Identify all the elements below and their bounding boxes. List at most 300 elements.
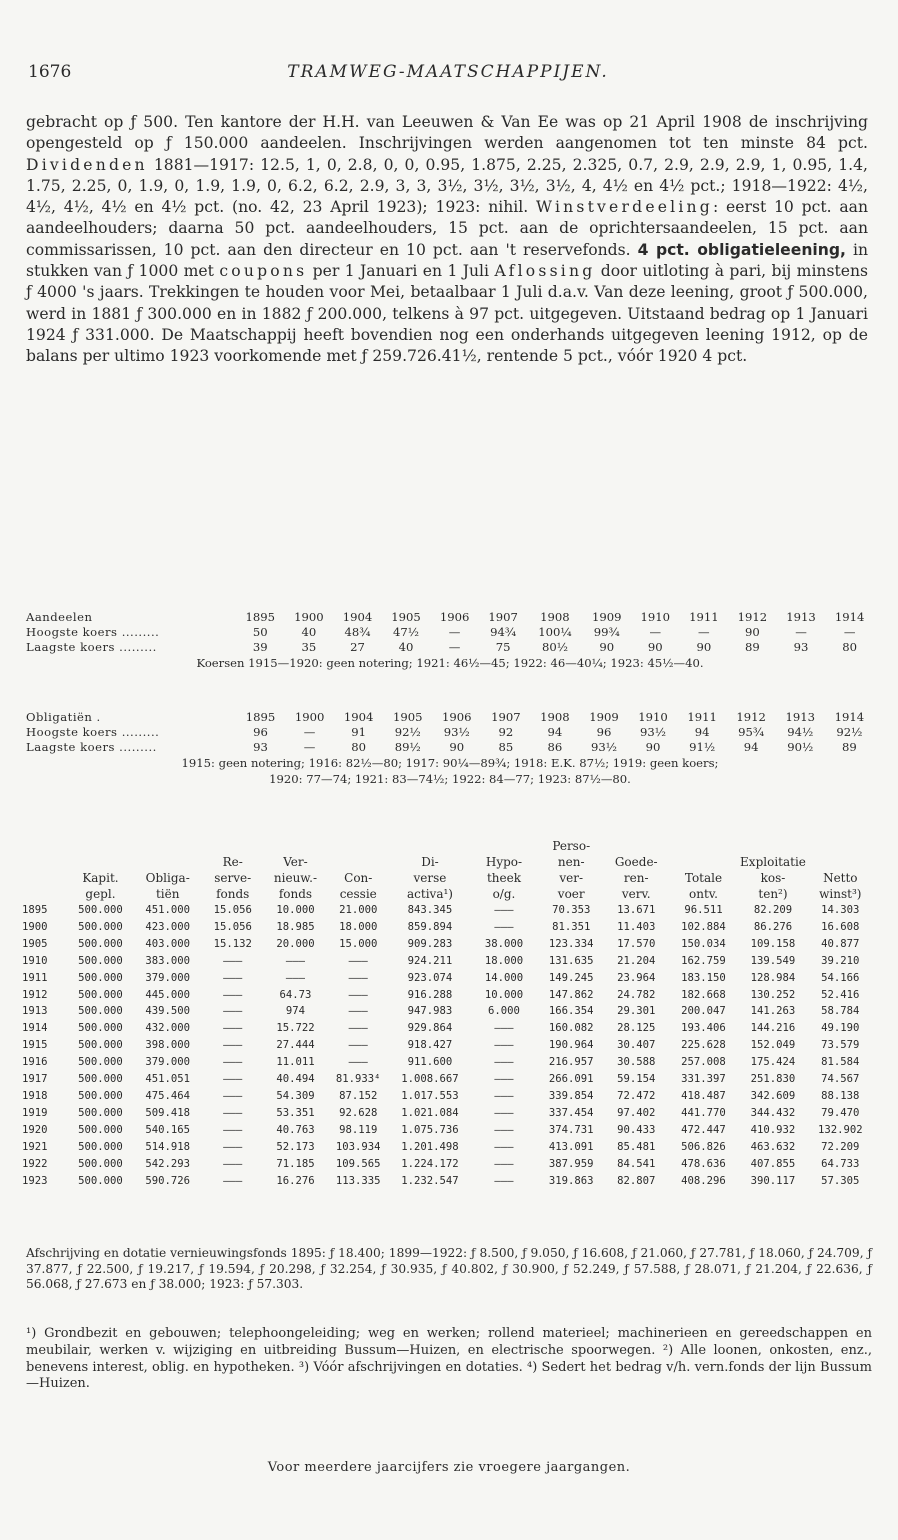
column-header-top: Ver- — [283, 855, 308, 869]
column-header-top: Perso- nen- — [552, 839, 591, 869]
table-cell: 183.150 — [681, 971, 726, 984]
obligatien-label: Obligatiën . — [26, 710, 101, 724]
koers-cell: — — [303, 740, 316, 754]
koers-cell: 96 — [596, 725, 612, 739]
table-cell: 152.049 — [750, 1039, 796, 1052]
table-cell: 40.763 — [276, 1123, 315, 1136]
row-year: 1905 — [22, 937, 48, 950]
table-cell: 398.000 — [145, 1039, 191, 1052]
table-cell: 500.000 — [78, 988, 123, 1001]
koers-cell: 94¾ — [490, 625, 517, 639]
table-cell: 98.119 — [339, 1123, 378, 1136]
table-cell: 423.000 — [145, 920, 191, 933]
table-cell: ——— — [223, 1089, 243, 1102]
year-cell: 1908 — [540, 610, 570, 624]
table-cell: 166.354 — [548, 1005, 594, 1018]
column-header-top — [668, 838, 740, 870]
koers-cell: 100¼ — [538, 625, 572, 639]
table-cell: 947.983 — [407, 1005, 453, 1018]
table-row — [22, 902, 874, 919]
koers-cell: 94½ — [787, 725, 814, 739]
koers-cell: — — [303, 725, 316, 739]
table-cell: 70.353 — [552, 904, 591, 916]
row-year: 1923 — [22, 1174, 48, 1187]
body-text-4: in stukken van ƒ 1000 met — [26, 240, 869, 281]
year-cell: 1913 — [785, 710, 815, 724]
table-cell: ——— — [494, 1089, 514, 1102]
table-cell: 407.855 — [750, 1157, 796, 1170]
year-cell: 1905 — [391, 610, 421, 624]
table-cell: 90.433 — [617, 1123, 656, 1136]
table-cell: 14.303 — [821, 904, 860, 916]
table-cell: 23.964 — [617, 971, 656, 984]
row-year: 1918 — [22, 1089, 48, 1102]
year-cell: 1911 — [689, 610, 719, 624]
table-cell: 13.671 — [617, 904, 656, 916]
table-cell: 500.000 — [78, 937, 123, 950]
table-cell: 10.000 — [484, 988, 524, 1001]
table-cell: 500.000 — [78, 1106, 123, 1119]
table-cell: 85.481 — [617, 1140, 656, 1153]
table-cell: 40.494 — [276, 1073, 315, 1086]
year-cell: 1905 — [392, 710, 423, 724]
table-cell: 500.000 — [78, 1089, 123, 1102]
column-header: verse activa¹) — [407, 871, 453, 901]
table-cell: 540.165 — [145, 1123, 191, 1136]
table-cell: 843.345 — [407, 904, 453, 916]
column-header-top — [67, 838, 134, 870]
table-cell: 500.000 — [78, 904, 123, 916]
body-text-2: 1881—1917: 12.5, 1, 0, 2.8, 0, 0, 0.95, 1.875, 2.25, 2.325, 0.7, 2.9, 2.9, 2.9, 1, 0.95, 1.4, 1.75, 2.25, 0, 1.9, 0, 1.9, 1.9, 0, 6.2, 6.2, 2.9, 3, 3, 3½, 3½, 3½, 3½, 4, 4½ en 4½ pct.; 1918—1922: 4½, 4½, 4½, 4½ en 4½ pct. (no. 42, 23 April 1923); 1923: nihil. — [26, 155, 868, 217]
table-cell: 175.424 — [750, 1056, 796, 1069]
table-cell: 500.000 — [78, 1005, 123, 1018]
row-year: 1913 — [22, 1005, 48, 1018]
table-cell: 71.185 — [276, 1157, 315, 1170]
row-year: 1914 — [22, 1022, 48, 1035]
table-cell: 1.017.553 — [401, 1089, 459, 1102]
table-cell: 408.296 — [681, 1174, 726, 1187]
koers-cell: — — [795, 625, 807, 639]
table-cell: 331.397 — [681, 1073, 726, 1086]
koers-cell: 48¾ — [344, 625, 371, 639]
koers-cell: 90½ — [787, 740, 814, 754]
table-cell: ——— — [494, 1039, 514, 1052]
table-cell: ——— — [223, 1174, 243, 1187]
table-cell: 929.864 — [407, 1022, 453, 1035]
page-title: TRAMWEG-MAATSCHAPPIJEN. — [287, 62, 609, 82]
table-cell: 15.722 — [276, 1022, 315, 1035]
table-cell: 441.770 — [681, 1106, 726, 1119]
table-cell: 374.731 — [548, 1123, 594, 1136]
koers-cell: 90 — [599, 640, 615, 654]
koers-cell: 90 — [745, 625, 760, 639]
table-cell: 18.985 — [276, 920, 315, 933]
table-cell: 15.056 — [213, 904, 252, 916]
koers-cell: 89½ — [394, 740, 421, 754]
table-cell: 72.209 — [821, 1140, 860, 1153]
koers-cell: 96 — [253, 725, 268, 739]
table-cell: 144.216 — [750, 1022, 796, 1035]
table-row — [22, 1020, 874, 1037]
table-cell: ——— — [348, 1056, 368, 1069]
koers-cell: 94 — [743, 740, 759, 754]
body-text-1: gebracht op ƒ 500. Ten kantore der H.H. van Leeuwen & Van Ee was op 21 April 1908 de inschrijving opengesteld op ƒ 150.000 aandeelen. Inschrijvingen werden aangenomen tot ten minste 84 pct. — [26, 113, 868, 153]
column-header-top: Goede- — [614, 855, 658, 869]
table-cell: 500.000 — [78, 1174, 123, 1187]
table-cell: 52.173 — [276, 1140, 315, 1153]
column-header: kos- ten²) — [758, 871, 788, 901]
table-row — [22, 1173, 874, 1190]
table-cell: 911.600 — [407, 1056, 453, 1069]
koers-cell: 80½ — [541, 640, 568, 654]
table-cell: 590.726 — [145, 1174, 191, 1187]
table-cell: 859.894 — [407, 920, 453, 933]
table-cell: 109.565 — [335, 1157, 381, 1170]
column-header: serve- fonds — [214, 871, 252, 901]
table-cell: ——— — [348, 954, 368, 967]
table-cell: ——— — [494, 1140, 514, 1153]
table-cell: 909.283 — [407, 937, 453, 950]
table-cell: 123.334 — [548, 937, 594, 950]
row-year: 1917 — [22, 1073, 48, 1086]
koers-cell: 90 — [645, 740, 661, 754]
year-cell: 1911 — [687, 710, 717, 724]
table-cell: 1.008.667 — [401, 1073, 459, 1086]
table-cell: 18.000 — [339, 920, 378, 933]
koers-cell: 94 — [694, 725, 710, 739]
table-cell: 339.854 — [548, 1089, 594, 1102]
table-cell: 418.487 — [681, 1089, 726, 1102]
table-row — [22, 1054, 874, 1071]
table-cell: 1.075.736 — [401, 1123, 459, 1136]
table-cell: 190.964 — [548, 1039, 594, 1052]
koers-cell: 80 — [842, 640, 858, 654]
column-header: Con- cessie — [339, 871, 377, 901]
table-cell: 81.351 — [552, 920, 591, 933]
year-cell: 1910 — [640, 610, 671, 624]
table-cell: 73.579 — [821, 1039, 860, 1052]
table-cell: 413.091 — [548, 1140, 594, 1153]
table-cell: ——— — [223, 988, 243, 1001]
table-cell: ——— — [223, 971, 243, 984]
table-cell: 500.000 — [78, 1073, 123, 1086]
table-cell: 102.884 — [681, 920, 726, 933]
table-cell: 86.276 — [753, 920, 793, 933]
table-cell: ——— — [223, 1022, 243, 1035]
row-year: 1922 — [22, 1157, 48, 1170]
koers-cell: 80 — [351, 740, 367, 754]
year-cell: 1895 — [245, 710, 276, 724]
table-cell: 379.000 — [145, 971, 191, 984]
table-cell: 225.628 — [681, 1039, 726, 1052]
column-header-top — [134, 838, 201, 870]
row-year: 1895 — [22, 904, 48, 916]
footnotes-text: ¹) Grondbezit en gebouwen; telephoongeleiding; weg en werken; rollend materieel; machinerieen en gereedschappen en meubilair, werken v. wijziging en uitbreiding Bussum—Huizen, en electrische spoorwegen. ²) Alle loonen, onkosten, enz., benevens interest, oblig. en hypotheken. ³) Vóór afschrijvingen en dotaties. ⁴) Sedert het bedrag v/h. vern.fonds der lijn Bussum—Huizen. — [26, 1326, 872, 1392]
year-cell: 1909 — [589, 710, 619, 724]
table-cell: ——— — [494, 904, 514, 916]
year-cell: 1906 — [439, 610, 470, 624]
column-header: nieuw.- fonds — [273, 871, 318, 901]
table-cell: 21.000 — [339, 904, 378, 916]
koers-cell: — — [698, 625, 710, 639]
koers-cell: 89 — [841, 740, 857, 754]
table-cell: 472.447 — [681, 1123, 726, 1136]
table-cell: 15.056 — [213, 920, 252, 933]
table-cell: 15.000 — [339, 937, 378, 950]
table-cell: 139.549 — [750, 954, 796, 967]
table-row — [22, 1088, 874, 1105]
year-cell: 1904 — [342, 610, 373, 624]
table-cell: ——— — [223, 1123, 243, 1136]
table-cell: 38.000 — [484, 937, 524, 950]
table-cell: 160.082 — [548, 1022, 594, 1035]
table-cell: ——— — [223, 1140, 243, 1153]
table-cell: 16.608 — [821, 920, 860, 933]
koers-cell: 93½ — [443, 725, 470, 739]
column-header-top: Exploitatie — [740, 855, 806, 869]
table-cell: 87.152 — [339, 1089, 378, 1102]
table-cell: 27.444 — [276, 1039, 315, 1052]
table-row — [22, 936, 874, 953]
table-cell: 500.000 — [78, 954, 123, 967]
table-cell: ——— — [348, 1039, 368, 1052]
row-year: 1900 — [22, 920, 48, 933]
table-cell: 1.224.172 — [401, 1157, 459, 1170]
column-header-top — [807, 838, 874, 870]
table-cell: 88.138 — [821, 1089, 860, 1102]
table-cell: 923.074 — [407, 971, 453, 984]
table-row — [22, 1105, 874, 1122]
table-cell: ——— — [494, 1073, 514, 1086]
table-cell: 451.051 — [145, 1073, 191, 1086]
row-year: 1919 — [22, 1106, 48, 1119]
table-cell: ——— — [494, 1106, 514, 1119]
financial-table — [22, 838, 874, 1189]
aandeelen-note: Koersen 1915—1920: geen notering; 1921: 46½—45; 1922: 46—40¼; 1923: 45½—40. — [196, 656, 704, 670]
table-cell: 379.000 — [145, 1056, 191, 1069]
table-cell: 182.668 — [681, 988, 726, 1001]
table-cell: ——— — [494, 1022, 514, 1035]
column-header — [22, 870, 67, 902]
year-cell: 1912 — [736, 710, 766, 724]
table-cell: 918.427 — [407, 1039, 453, 1052]
year-cell: 1912 — [737, 610, 768, 624]
table-row — [22, 1003, 874, 1020]
body-text-5: per 1 Januari en 1 Juli — [307, 262, 495, 281]
table-cell: 30.407 — [617, 1039, 656, 1052]
koers-cell: 93½ — [640, 725, 667, 739]
table-cell: 40.877 — [821, 937, 860, 950]
table-cell: 81.933⁴ — [335, 1073, 381, 1086]
year-cell: 1900 — [294, 610, 324, 624]
obligatien-note-1: 1915: geen notering; 1916: 82½—80; 1917: 90¼—89¾; 1918: E.K. 87½; 1919: geen koers; — [181, 756, 719, 770]
koers-cell: 91 — [351, 725, 367, 739]
table-cell: 131.635 — [548, 954, 594, 967]
aandeelen-label: Aandeelen — [26, 610, 93, 624]
table-cell: 251.830 — [750, 1073, 796, 1086]
table-row — [22, 1139, 874, 1156]
koers-cell: 89 — [745, 640, 760, 654]
coupons-label: coupons — [219, 262, 308, 281]
row-year: 1921 — [22, 1140, 48, 1153]
table-cell: ——— — [285, 954, 306, 967]
table-cell: 92.628 — [339, 1106, 378, 1119]
year-cell: 1907 — [491, 710, 521, 724]
table-cell: ——— — [348, 988, 368, 1001]
row-year: 1910 — [22, 954, 48, 967]
koers-cell: 93½ — [590, 740, 617, 754]
year-cell: 1906 — [442, 710, 472, 724]
table-cell: 344.432 — [750, 1106, 796, 1119]
table-cell: 506.826 — [681, 1140, 726, 1153]
table-cell: 64.73 — [279, 988, 312, 1001]
table-cell: ——— — [223, 1056, 243, 1069]
table-cell: 29.301 — [617, 1005, 656, 1018]
table-cell: 24.782 — [617, 988, 656, 1001]
table-cell: 475.464 — [145, 1089, 191, 1102]
year-cell: 1910 — [638, 710, 668, 724]
column-header: ver- voer — [557, 871, 585, 901]
koers-cell: 40 — [398, 640, 414, 654]
koers-cell: 92½ — [394, 725, 421, 739]
column-header: Obliga- tiën — [145, 871, 190, 901]
table-cell: 54.309 — [276, 1089, 315, 1102]
table-cell: 16.276 — [276, 1174, 315, 1187]
table-cell: ——— — [223, 1106, 243, 1119]
koers-cell: 94 — [547, 725, 563, 739]
table-cell: 150.034 — [681, 937, 726, 950]
table-cell: 18.000 — [484, 954, 524, 967]
table-cell: 52.416 — [821, 988, 860, 1001]
laagste-koers-label: Laagste koers ......... — [26, 740, 157, 754]
table-row — [22, 987, 874, 1004]
footnotes — [26, 1326, 872, 1393]
koers-cell: 91½ — [689, 740, 716, 754]
table-cell: 403.000 — [145, 937, 191, 950]
table-cell: ——— — [223, 1157, 243, 1170]
body-text-6: door uitloting à pari, bij minstens ƒ 4000 's jaars. Trekkingen te houden voor Mei, betaalbaar 1 Juli d.a.v. Van deze leening, groot ƒ 500.000, werd in 1881 ƒ 300.000 en in 1882 ƒ 200.000, telkens à 97 pct. uitgegeven. Uitstaand bedrag op 1 Januari 1924 ƒ 331.000. De Maatschappij heeft bovendien nog een onderhands uitgegeven leening 1912, op de balans per ultimo 1923 voorkomende met ƒ 259.726.41½, rentende 5 pct., vóór 1920 4 pct. — [26, 262, 869, 366]
table-cell: 500.000 — [78, 1056, 123, 1069]
table-cell: 113.335 — [335, 1174, 381, 1187]
table-cell: ——— — [494, 1157, 514, 1170]
koers-cell: 75 — [495, 640, 511, 654]
column-header-top: Hypo- — [485, 855, 523, 869]
koers-cell: 40 — [301, 625, 317, 639]
column-header-top — [22, 838, 67, 870]
table-cell: 6.000 — [488, 1005, 520, 1018]
table-cell: 257.008 — [681, 1056, 726, 1069]
table-cell: 410.932 — [750, 1123, 796, 1136]
table-cell: ——— — [285, 971, 306, 984]
afschrijving-paragraph — [26, 1246, 872, 1293]
table-cell: 17.570 — [617, 937, 656, 950]
table-row — [22, 1156, 874, 1173]
obligatien-note-2: 1920: 77—74; 1921: 83—74½; 1922: 84—77; 1923: 87½—80. — [269, 772, 631, 786]
koers-cell: 99¾ — [593, 625, 620, 639]
table-row — [22, 1122, 874, 1139]
table-cell: 54.166 — [821, 971, 860, 984]
table-cell: 28.125 — [617, 1022, 656, 1035]
table-cell: 924.211 — [407, 954, 453, 967]
table-cell: 1.021.084 — [401, 1106, 459, 1119]
table-cell: 81.584 — [821, 1056, 860, 1069]
table-cell: 14.000 — [484, 971, 524, 984]
table-cell: 20.000 — [276, 937, 315, 950]
table-cell: 84.541 — [617, 1157, 656, 1170]
koers-cell: 27 — [350, 640, 365, 654]
row-year: 1915 — [22, 1039, 48, 1052]
table-cell: 162.759 — [681, 954, 726, 967]
table-cell: 500.000 — [78, 971, 123, 984]
aandeelen-koers-table — [26, 610, 874, 671]
table-cell: 500.000 — [78, 1123, 123, 1136]
table-cell: 509.418 — [145, 1106, 191, 1119]
koers-cell: 92½ — [836, 725, 863, 739]
koers-cell: 90 — [647, 640, 663, 654]
table-cell: 74.567 — [821, 1073, 860, 1086]
year-cell: 1913 — [786, 610, 816, 624]
column-header: Netto winst³) — [819, 871, 862, 901]
table-cell: 128.984 — [750, 971, 796, 984]
table-cell: 132.902 — [817, 1123, 863, 1136]
table-cell: 193.406 — [681, 1022, 726, 1035]
koers-cell: 93 — [253, 740, 268, 754]
koers-cell: 93 — [793, 640, 809, 654]
row-year: 1920 — [22, 1123, 48, 1136]
table-cell: 97.402 — [617, 1106, 656, 1119]
table-cell: 974 — [285, 1005, 306, 1018]
koers-cell: 90 — [449, 740, 465, 754]
row-year: 1911 — [22, 971, 48, 984]
table-cell: 10.000 — [276, 904, 315, 916]
page-header — [28, 62, 868, 86]
main-paragraph — [26, 112, 868, 368]
table-cell: 390.117 — [750, 1174, 796, 1187]
column-header-top: Di- — [421, 855, 439, 869]
table-cell: 439.500 — [145, 1005, 191, 1018]
year-cell: 1914 — [834, 610, 865, 624]
table-cell: 463.632 — [750, 1140, 796, 1153]
koers-cell: 86 — [547, 740, 563, 754]
afschrijving-text: Afschrijving en dotatie vernieuwingsfonds 1895: ƒ 18.400; 1899—1922: ƒ 8.500, ƒ 9.050, ƒ 16.608, ƒ 21.060, ƒ 27.781, ƒ 18.060, ƒ 24.709, ƒ 37.877, ƒ 22.500, ƒ 19.217, ƒ 19.594, ƒ 20.298, ƒ 32.254, ƒ 30.935, ƒ 40.802, ƒ 30.900, ƒ 52.249, ƒ 57.588, ƒ 28.071, ƒ 21.204, ƒ 22.636, ƒ 56.068, ƒ 27.673 en ƒ 38.000; 1923: ƒ 57.303. — [26, 1246, 872, 1291]
column-header: Totale ontv. — [684, 871, 723, 901]
table-cell: 96.511 — [684, 904, 723, 916]
dividenden-label: Dividenden — [26, 155, 148, 174]
koers-cell: — — [448, 640, 461, 654]
year-cell: 1908 — [540, 710, 570, 724]
table-cell: 383.000 — [145, 954, 191, 967]
koers-cell: — — [843, 625, 856, 639]
table-cell: 514.918 — [145, 1140, 191, 1153]
table-cell: 39.210 — [821, 954, 860, 967]
table-cell: 82.807 — [617, 1174, 656, 1187]
table-cell: 342.609 — [750, 1089, 796, 1102]
koers-cell: 35 — [301, 640, 317, 654]
table-cell: ——— — [223, 1005, 243, 1018]
table-cell: ——— — [348, 971, 368, 984]
table-cell: 500.000 — [78, 1022, 123, 1035]
year-cell: 1900 — [294, 710, 325, 724]
table-cell: 451.000 — [145, 904, 191, 916]
table-cell: 542.293 — [145, 1157, 191, 1170]
table-cell: 72.472 — [617, 1089, 656, 1102]
table-cell: 1.232.547 — [401, 1174, 459, 1187]
closing-note: Voor meerdere jaarcijfers zie vroegere jaargangen. — [267, 1460, 631, 1475]
koers-cell: 95¾ — [738, 725, 765, 739]
table-cell: 79.470 — [821, 1106, 860, 1119]
table-cell: 58.784 — [821, 1005, 860, 1018]
table-cell: ——— — [223, 954, 243, 967]
